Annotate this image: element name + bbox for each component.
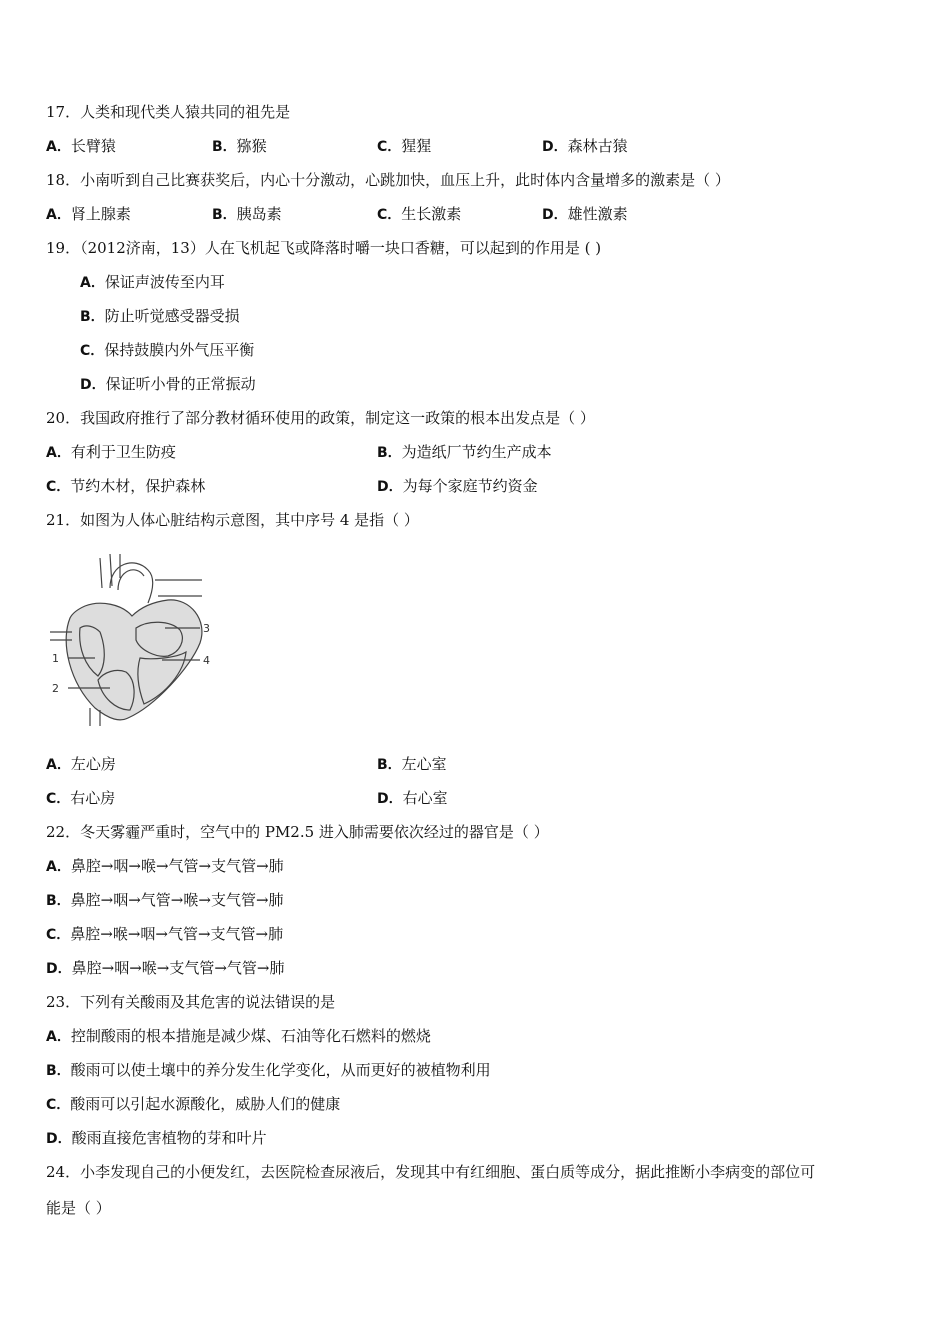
option-key: D．	[46, 1131, 72, 1147]
option-text: 肾上腺素	[70, 205, 131, 223]
leader-lines-top	[155, 580, 202, 596]
option-key: C．	[377, 207, 402, 223]
question-18-stem: 18．小南听到自己比赛获奖后，内心十分激动，心跳加快，血压上升，此时体内含量增多的激素是（ ）	[46, 171, 730, 189]
option-text: 控制酸雨的根本措施是减少煤、石油等化石燃料的燃烧	[70, 1027, 431, 1045]
q22-option-d[interactable]	[46, 958, 284, 979]
q20-option-a[interactable]	[46, 442, 176, 463]
option-key: D．	[377, 791, 403, 807]
option-key: A．	[80, 275, 105, 291]
q18-option-a[interactable]	[46, 204, 131, 225]
option-key: A．	[46, 757, 71, 773]
option-key: C．	[46, 927, 71, 943]
option-text: 长臂猿	[70, 137, 116, 155]
q19-option-a[interactable]	[80, 272, 225, 293]
question-22-stem: 22．冬天雾霾严重时，空气中的 PM2.5 进入肺需要依次经过的器官是（ ）	[46, 823, 549, 841]
option-key: B．	[377, 445, 402, 461]
option-text: 胰岛素	[236, 205, 282, 223]
option-text: 为每个家庭节约资金	[402, 477, 538, 495]
option-key: A．	[46, 207, 71, 223]
q22-option-c[interactable]	[46, 924, 283, 945]
option-key: C．	[80, 343, 105, 359]
q23-option-c[interactable]	[46, 1094, 340, 1115]
option-key: B．	[46, 893, 71, 909]
q18-option-d[interactable]	[542, 204, 628, 225]
option-text: 鼻腔→咽→气管→喉→支气管→肺	[70, 891, 284, 909]
option-text: 森林古猿	[567, 137, 628, 155]
option-text: 保持鼓膜内外气压平衡	[104, 341, 255, 359]
heart-label-1: 1	[52, 652, 59, 665]
option-text: 防止听觉感受器受损	[104, 307, 240, 325]
option-key: D．	[377, 479, 403, 495]
q23-option-b[interactable]	[46, 1060, 491, 1081]
option-text: 鼻腔→喉→咽→气管→支气管→肺	[70, 925, 284, 943]
option-key: B．	[377, 757, 402, 773]
option-text: 有利于卫生防疫	[70, 443, 176, 461]
q23-option-d[interactable]	[46, 1128, 267, 1149]
question-23-stem: 23．下列有关酸雨及其危害的说法错误的是	[46, 993, 336, 1011]
option-key: C．	[377, 139, 402, 155]
option-key: A．	[46, 859, 71, 875]
q20-option-c[interactable]	[46, 476, 205, 497]
option-key: D．	[80, 377, 106, 393]
question-24-stem-line1: 24．小李发现自己的小便发红，去医院检查尿液后，发现其中有红细胞、蛋白质等成分，据此推断小李病变的部位可	[46, 1163, 816, 1181]
option-text: 鼻腔→咽→喉→支气管→气管→肺	[71, 959, 285, 977]
q19-option-b[interactable]	[80, 306, 240, 327]
q18-option-b[interactable]	[212, 204, 282, 225]
heart-shading	[66, 600, 202, 720]
q17-option-d[interactable]	[542, 136, 628, 157]
option-key: C．	[46, 479, 71, 495]
q21-option-a[interactable]	[46, 754, 116, 775]
option-text: 生长激素	[401, 205, 462, 223]
option-key: D．	[542, 207, 568, 223]
q23-option-a[interactable]	[46, 1026, 431, 1047]
option-text: 猕猴	[236, 137, 267, 155]
option-text: 酸雨直接危害植物的芽和叶片	[71, 1129, 267, 1147]
option-text: 右心房	[70, 789, 116, 807]
q20-option-d[interactable]	[377, 476, 538, 497]
heart-label-2: 2	[52, 682, 59, 695]
question-20-stem: 20．我国政府推行了部分教材循环使用的政策，制定这一政策的根本出发点是（ ）	[46, 409, 595, 427]
option-text: 猩猩	[401, 137, 432, 155]
option-key: B．	[212, 207, 237, 223]
q21-option-b[interactable]	[377, 754, 447, 775]
heart-diagram	[40, 548, 220, 728]
q22-option-a[interactable]	[46, 856, 284, 877]
option-text: 保证听小骨的正常振动	[105, 375, 256, 393]
aorta-arch	[110, 563, 153, 603]
option-text: 保证声波传至内耳	[104, 273, 225, 291]
heart-label-4: 4	[203, 654, 210, 667]
option-key: B．	[212, 139, 237, 155]
q17-option-b[interactable]	[212, 136, 267, 157]
option-text: 节约木材，保护森林	[70, 477, 206, 495]
option-key: B．	[80, 309, 105, 325]
option-key: C．	[46, 791, 71, 807]
option-text: 右心室	[402, 789, 448, 807]
option-key: A．	[46, 139, 71, 155]
q17-option-a[interactable]	[46, 136, 116, 157]
option-text: 雄性激素	[567, 205, 628, 223]
option-key: A．	[46, 445, 71, 461]
q19-option-c[interactable]	[80, 340, 254, 361]
q22-option-b[interactable]	[46, 890, 284, 911]
option-key: D．	[46, 961, 72, 977]
q17-option-c[interactable]	[377, 136, 431, 157]
question-24-stem-line2: 能是（ ）	[46, 1199, 111, 1217]
option-key: C．	[46, 1097, 71, 1113]
q18-option-c[interactable]	[377, 204, 461, 225]
option-text: 左心房	[70, 755, 116, 773]
option-text: 酸雨可以使土壤中的养分发生化学变化，从而更好的被植物利用	[70, 1061, 491, 1079]
option-text: 为造纸厂节约生产成本	[401, 443, 552, 461]
question-17-stem: 17．人类和现代类人猿共同的祖先是	[46, 103, 291, 121]
option-text: 左心室	[401, 755, 447, 773]
option-key: D．	[542, 139, 568, 155]
q19-option-d[interactable]	[80, 374, 256, 395]
q21-option-c[interactable]	[46, 788, 115, 809]
q20-option-b[interactable]	[377, 442, 552, 463]
q21-option-d[interactable]	[377, 788, 448, 809]
question-21-stem: 21．如图为人体心脏结构示意图，其中序号 4 是指（ ）	[46, 511, 419, 529]
option-key: B．	[46, 1063, 71, 1079]
option-key: A．	[46, 1029, 71, 1045]
question-19-stem: 19．（2012济南，13）人在飞机起飞或降落时嚼一块口香糖，可以起到的作用是 ( )	[46, 239, 602, 257]
option-text: 酸雨可以引起水源酸化，威胁人们的健康	[70, 1095, 341, 1113]
option-text: 鼻腔→咽→喉→气管→支气管→肺	[70, 857, 284, 875]
heart-label-3: 3	[203, 622, 210, 635]
